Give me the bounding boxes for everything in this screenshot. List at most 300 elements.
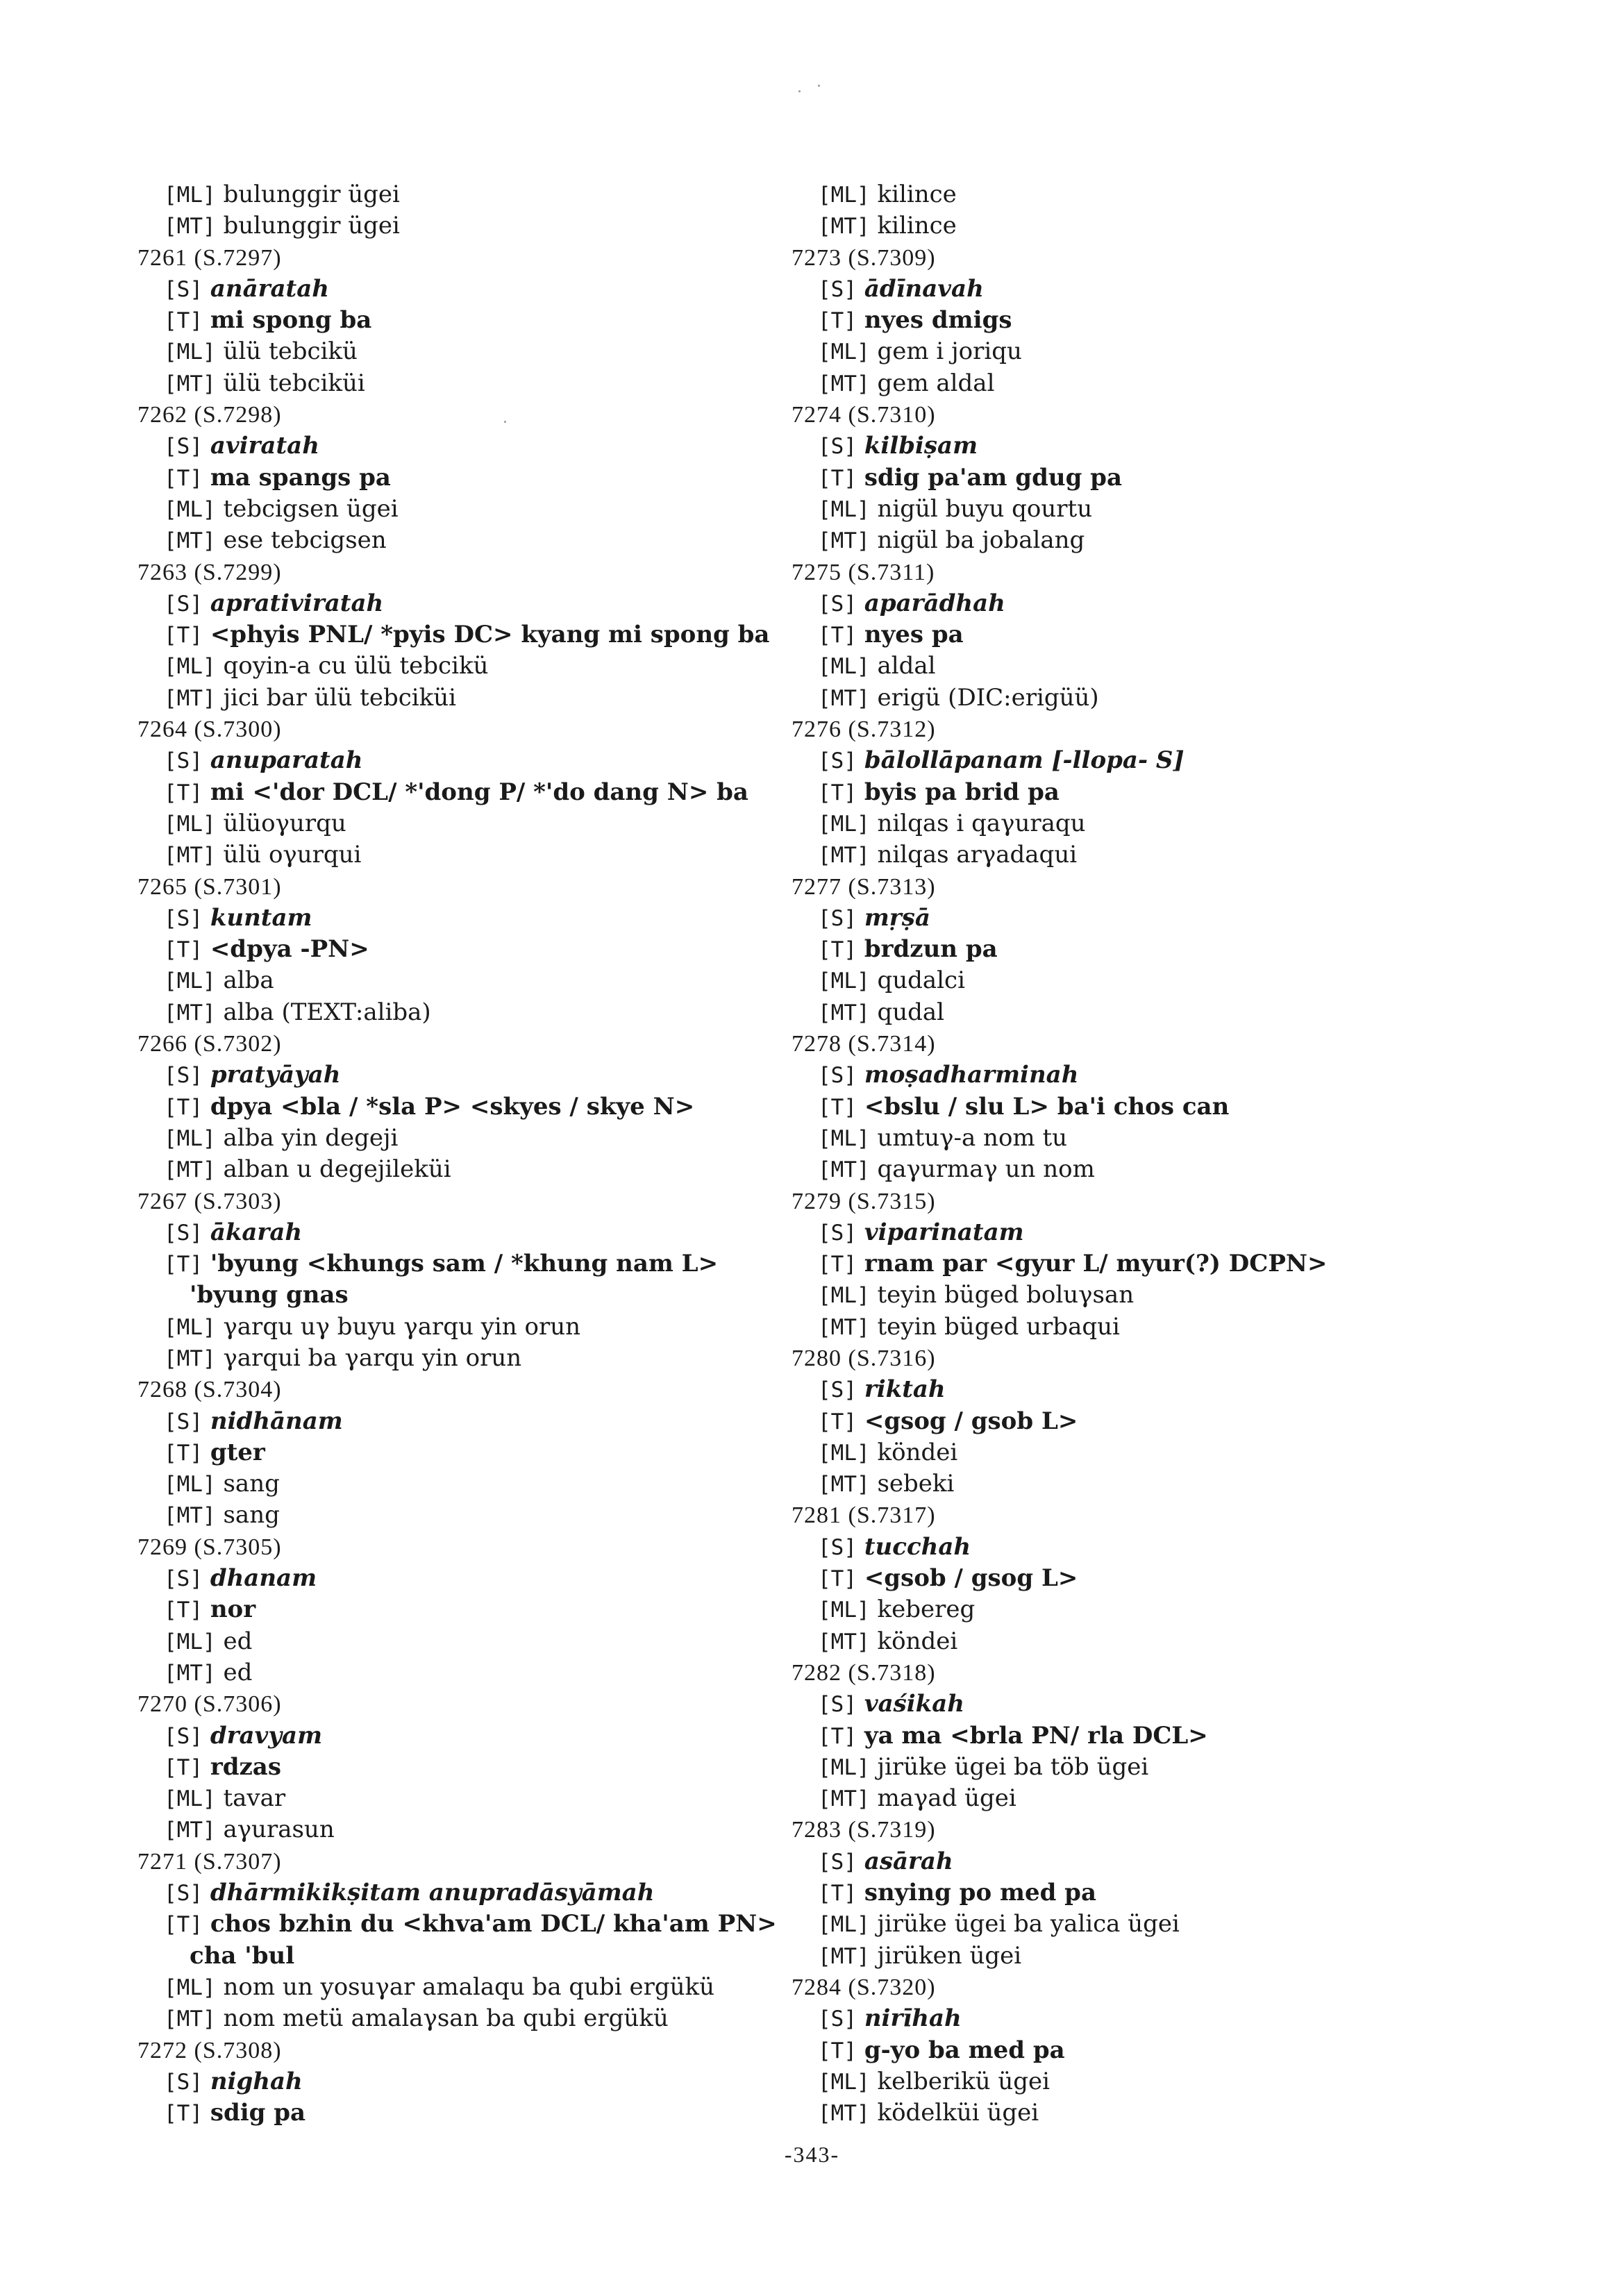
language-tag: [MT] bbox=[818, 528, 870, 554]
gloss-text: γarqui ba γarqu yin orun bbox=[223, 1343, 522, 1372]
gloss-text: nor bbox=[210, 1595, 256, 1624]
gloss-text: dravyam bbox=[210, 1721, 323, 1750]
gloss-text: ülü tebciküi bbox=[223, 369, 365, 397]
gloss-text: nigül buyu qourtu bbox=[877, 494, 1093, 523]
gloss-line bbox=[131, 305, 797, 336]
language-tag: [S] bbox=[818, 1377, 857, 1403]
entry-number: 7279 (S.7315) bbox=[792, 1188, 936, 1214]
language-tag: [S] bbox=[164, 1723, 203, 1749]
language-tag: [S] bbox=[818, 905, 857, 931]
entry-number: 7265 (S.7301) bbox=[137, 873, 282, 900]
language-tag: [T] bbox=[818, 1094, 857, 1120]
gloss-text: mi spong ba bbox=[210, 306, 372, 335]
language-tag: [MT] bbox=[164, 528, 216, 554]
gloss-text: ülü oγurqui bbox=[223, 841, 362, 869]
entry-number: 7282 (S.7318) bbox=[792, 1659, 936, 1686]
gloss-line bbox=[131, 1154, 797, 1185]
entry-number: 7271 (S.7307) bbox=[137, 1848, 282, 1875]
gloss-text: ese tebcigsen bbox=[223, 526, 387, 555]
language-tag: [MT] bbox=[164, 685, 216, 711]
language-tag: [S] bbox=[164, 1409, 203, 1434]
gloss-line bbox=[785, 1594, 1479, 1625]
language-tag: [MT] bbox=[164, 214, 216, 240]
language-tag: [ML] bbox=[818, 183, 870, 208]
gloss-line bbox=[785, 494, 1479, 525]
gloss-line bbox=[785, 2066, 1479, 2097]
entry-number: 7280 (S.7316) bbox=[792, 1345, 936, 1371]
gloss-text: aγurasun bbox=[223, 1816, 335, 1844]
language-tag: [MT] bbox=[164, 1000, 216, 1025]
gloss-line bbox=[785, 1689, 1479, 1720]
scan-speck bbox=[818, 85, 820, 87]
gloss-line bbox=[785, 839, 1479, 871]
gloss-text: byis pa brid pa bbox=[864, 778, 1060, 806]
gloss-line bbox=[785, 745, 1479, 776]
language-tag: [T] bbox=[818, 308, 857, 334]
gloss-line bbox=[785, 682, 1479, 714]
language-tag: [ML] bbox=[164, 1629, 216, 1654]
language-tag: [MT] bbox=[818, 1629, 870, 1654]
gloss-text: tucchah bbox=[864, 1532, 971, 1561]
language-tag: [ML] bbox=[818, 654, 870, 680]
language-tag: [ML] bbox=[164, 1314, 216, 1340]
gloss-line bbox=[785, 1280, 1479, 1311]
gloss-line bbox=[131, 1091, 797, 1123]
gloss-line bbox=[131, 1343, 797, 1374]
gloss-text: tavar bbox=[223, 1784, 286, 1813]
gloss-text: kilince bbox=[877, 181, 957, 208]
gloss-line bbox=[785, 1154, 1479, 1185]
gloss-text: nighah bbox=[210, 2067, 303, 2095]
language-tag: [ML] bbox=[164, 1472, 216, 1498]
language-tag: [T] bbox=[164, 623, 203, 648]
gloss-text: alba (TEXT:aliba) bbox=[223, 998, 431, 1026]
gloss-text: asārah bbox=[864, 1847, 953, 1875]
gloss-text: gter bbox=[210, 1438, 265, 1466]
gloss-line bbox=[785, 1437, 1479, 1468]
gloss-text: teyin büged urbaqui bbox=[877, 1312, 1120, 1341]
gloss-line bbox=[131, 997, 797, 1028]
gloss-line bbox=[131, 1657, 797, 1689]
entry-number: 7272 (S.7308) bbox=[137, 2037, 282, 2063]
gloss-text: erigü (DIC:erigüü) bbox=[877, 683, 1099, 712]
gloss-text: kebereg bbox=[877, 1595, 976, 1624]
gloss-line bbox=[131, 1752, 797, 1783]
entry-number: 7266 (S.7302) bbox=[137, 1031, 282, 1057]
gloss-text: alba bbox=[223, 966, 274, 995]
language-tag: [S] bbox=[818, 276, 857, 302]
gloss-text: nyes dmigs bbox=[864, 306, 1012, 335]
language-tag: [T] bbox=[818, 465, 857, 491]
gloss-line bbox=[131, 1594, 797, 1625]
gloss-line bbox=[131, 1972, 797, 2003]
gloss-text: rnam par <gyur L/ myur(?) DCPN> bbox=[864, 1250, 1328, 1278]
language-tag: [T] bbox=[164, 1912, 203, 1938]
gloss-text: dhārmikikṣitam anupradāsyāmah bbox=[210, 1879, 655, 1907]
gloss-text: nidhānam bbox=[210, 1407, 343, 1435]
language-tag: [S] bbox=[818, 1692, 857, 1718]
entry-number: 7284 (S.7320) bbox=[792, 1974, 936, 2000]
language-tag: [S] bbox=[164, 2069, 203, 2095]
language-tag: [T] bbox=[818, 1566, 857, 1592]
language-tag: [ML] bbox=[164, 1786, 216, 1812]
entry-number: 7261 (S.7297) bbox=[137, 244, 282, 271]
continuation-text: 'byung gnas bbox=[190, 1281, 349, 1309]
gloss-text: teyin büged boluγsan bbox=[877, 1281, 1135, 1309]
gloss-text: mi <'dor DCL/ *'dong P/ *'do dang N> ba bbox=[210, 778, 748, 806]
language-tag: [T] bbox=[164, 1440, 203, 1466]
gloss-line bbox=[131, 1500, 797, 1531]
gloss-text: pratyāyah bbox=[210, 1061, 341, 1089]
gloss-line bbox=[131, 2097, 797, 2129]
gloss-line bbox=[131, 462, 797, 494]
gloss-text: ma spangs pa bbox=[210, 463, 391, 492]
gloss-text: nilqas i qaγuraqu bbox=[877, 809, 1086, 837]
language-tag: [S] bbox=[818, 2006, 857, 2032]
entry-continuation bbox=[131, 1941, 797, 1972]
gloss-text: alban u degejileküi bbox=[223, 1155, 451, 1184]
gloss-text: anāratah bbox=[210, 274, 329, 303]
language-tag: [S] bbox=[818, 1534, 857, 1560]
language-tag: [ML] bbox=[164, 183, 216, 208]
language-tag: [S] bbox=[818, 591, 857, 617]
gloss-text: jirüken ügei bbox=[877, 1941, 1022, 1970]
gloss-line bbox=[131, 1626, 797, 1657]
gloss-line bbox=[131, 619, 797, 651]
gloss-line bbox=[131, 2003, 797, 2034]
gloss-line bbox=[785, 1626, 1479, 1657]
gloss-text: qaγurmaγ un nom bbox=[877, 1155, 1095, 1184]
gloss-line bbox=[785, 525, 1479, 556]
language-tag: [T] bbox=[164, 1598, 203, 1623]
gloss-text: sdig pa bbox=[210, 2099, 306, 2127]
scan-speck bbox=[504, 421, 506, 423]
gloss-line bbox=[785, 2003, 1479, 2034]
gloss-line bbox=[131, 1437, 797, 1468]
gloss-line bbox=[785, 274, 1479, 305]
gloss-text: gem aldal bbox=[877, 369, 995, 397]
gloss-text: dpya <bla / *sla P> <skyes / skye N> bbox=[210, 1092, 695, 1121]
gloss-text: ya ma <brla PN/ rla DCL> bbox=[864, 1721, 1208, 1750]
gloss-text: ed bbox=[223, 1658, 253, 1686]
language-tag: [ML] bbox=[818, 1912, 870, 1938]
entry-number: 7268 (S.7304) bbox=[137, 1377, 282, 1403]
entry-number: 7270 (S.7306) bbox=[137, 1691, 282, 1718]
gloss-line bbox=[785, 777, 1479, 808]
gloss-text: mṛṣā bbox=[864, 903, 930, 932]
language-tag: [T] bbox=[818, 623, 857, 648]
language-tag: [ML] bbox=[818, 1125, 870, 1151]
gloss-line bbox=[131, 274, 797, 305]
gloss-line bbox=[785, 1941, 1479, 1972]
language-tag: [T] bbox=[164, 1754, 203, 1780]
language-tag: [T] bbox=[164, 465, 203, 491]
gloss-line bbox=[785, 1248, 1479, 1280]
language-tag: [S] bbox=[818, 434, 857, 460]
gloss-text: riktah bbox=[864, 1375, 946, 1404]
gloss-text: aviratah bbox=[210, 432, 319, 460]
gloss-line bbox=[785, 1374, 1479, 1405]
gloss-text: γarqu uγ buyu γarqu yin orun bbox=[223, 1312, 581, 1341]
language-tag: [MT] bbox=[818, 371, 870, 396]
gloss-text: ed bbox=[223, 1627, 253, 1655]
language-tag: [S] bbox=[818, 1220, 857, 1246]
gloss-line bbox=[131, 745, 797, 776]
language-tag: [S] bbox=[164, 748, 203, 774]
language-tag: [T] bbox=[818, 1881, 857, 1907]
gloss-text: ülüoγurqu bbox=[223, 809, 346, 837]
entry-number: 7281 (S.7317) bbox=[792, 1502, 936, 1529]
gloss-line bbox=[131, 1783, 797, 1814]
entry-number: 7262 (S.7298) bbox=[137, 402, 282, 428]
language-tag: [ML] bbox=[818, 1440, 870, 1466]
gloss-line bbox=[785, 651, 1479, 682]
gloss-text: ülü tebcikü bbox=[223, 337, 358, 366]
language-tag: [MT] bbox=[818, 1000, 870, 1025]
gloss-line bbox=[785, 619, 1479, 651]
language-tag: [ML] bbox=[818, 1283, 870, 1309]
language-tag: [ML] bbox=[164, 969, 216, 994]
gloss-line bbox=[785, 368, 1479, 399]
gloss-text: köndei bbox=[877, 1438, 958, 1466]
language-tag: [S] bbox=[164, 276, 203, 302]
language-tag: [T] bbox=[818, 1252, 857, 1277]
gloss-line bbox=[785, 934, 1479, 965]
gloss-line bbox=[785, 1752, 1479, 1783]
gloss-text: sdig pa'am gdug pa bbox=[864, 463, 1122, 492]
entry-number: 7276 (S.7312) bbox=[792, 717, 936, 743]
gloss-text: sang bbox=[223, 1470, 280, 1498]
gloss-text: qudalci bbox=[877, 966, 965, 995]
gloss-line bbox=[785, 1563, 1479, 1594]
language-tag: [T] bbox=[818, 1409, 857, 1434]
language-tag: [S] bbox=[818, 1063, 857, 1089]
entry-number: 7277 (S.7313) bbox=[792, 873, 936, 900]
gloss-text: <gsog / gsob L> bbox=[864, 1407, 1078, 1435]
gloss-text: ākarah bbox=[210, 1218, 303, 1246]
gloss-line bbox=[785, 1312, 1479, 1343]
scan-speck bbox=[798, 90, 801, 92]
gloss-text: kelberikü ügei bbox=[877, 2067, 1050, 2095]
language-tag: [S] bbox=[164, 1566, 203, 1592]
gloss-text: bālollāpanam [-llopa- S] bbox=[864, 746, 1184, 775]
gloss-text: viparinatam bbox=[864, 1218, 1024, 1246]
gloss-line bbox=[131, 903, 797, 934]
language-tag: [S] bbox=[164, 1220, 203, 1246]
gloss-text: bulunggir ügei bbox=[223, 212, 400, 240]
gloss-line bbox=[131, 2066, 797, 2097]
entry-number: 7275 (S.7311) bbox=[792, 559, 935, 585]
language-tag: [MT] bbox=[818, 1786, 870, 1812]
gloss-text: aldal bbox=[877, 652, 936, 680]
language-tag: [S] bbox=[818, 748, 857, 774]
language-tag: [T] bbox=[818, 780, 857, 805]
language-tag: [T] bbox=[164, 2101, 203, 2127]
gloss-text: bulunggir ügei bbox=[223, 181, 400, 208]
gloss-line bbox=[785, 1532, 1479, 1563]
language-tag: [ML] bbox=[818, 2069, 870, 2095]
gloss-line bbox=[785, 462, 1479, 494]
gloss-line bbox=[785, 1783, 1479, 1814]
language-tag: [ML] bbox=[818, 496, 870, 522]
gloss-text: umtuγ-a nom tu bbox=[877, 1123, 1068, 1152]
gloss-text: gem i joriqu bbox=[877, 337, 1022, 366]
entry-number: 7273 (S.7309) bbox=[792, 244, 936, 271]
right-column bbox=[785, 179, 1479, 2129]
gloss-text: jirüke ügei ba töb ügei bbox=[877, 1752, 1149, 1781]
gloss-text: kilbiṣam bbox=[864, 432, 978, 460]
language-tag: [MT] bbox=[818, 685, 870, 711]
left-column bbox=[131, 179, 797, 2129]
language-tag: [T] bbox=[164, 1094, 203, 1120]
gloss-line bbox=[131, 1406, 797, 1437]
gloss-text: alba yin degeji bbox=[223, 1123, 399, 1152]
entry-number: 7278 (S.7314) bbox=[792, 1031, 936, 1057]
gloss-text: tebcigsen ügei bbox=[223, 494, 399, 523]
gloss-line bbox=[785, 336, 1479, 367]
gloss-line bbox=[131, 965, 797, 996]
gloss-text: jirüke ügei ba yalica ügei bbox=[877, 1910, 1180, 1938]
continuation-text: cha 'bul bbox=[190, 1941, 295, 1970]
gloss-line bbox=[131, 1059, 797, 1091]
gloss-text: moṣadharminah bbox=[864, 1061, 1079, 1089]
gloss-line bbox=[131, 777, 797, 808]
language-tag: [MT] bbox=[164, 1818, 216, 1843]
language-tag: [T] bbox=[818, 2038, 857, 2063]
gloss-line bbox=[131, 651, 797, 682]
language-tag: [T] bbox=[164, 780, 203, 805]
gloss-text: nom metü amalaγsan ba qubi ergükü bbox=[223, 2004, 669, 2033]
language-tag: [MT] bbox=[818, 1472, 870, 1498]
gloss-line bbox=[785, 1217, 1479, 1248]
gloss-line bbox=[785, 1059, 1479, 1091]
gloss-line bbox=[785, 210, 1479, 242]
entry-number: 7264 (S.7300) bbox=[137, 717, 282, 743]
language-tag: [S] bbox=[164, 905, 203, 931]
gloss-line bbox=[785, 1877, 1479, 1909]
gloss-line bbox=[785, 1720, 1479, 1752]
gloss-text: maγad ügei bbox=[877, 1784, 1016, 1813]
language-tag: [ML] bbox=[818, 969, 870, 994]
gloss-line bbox=[131, 179, 797, 210]
entry-continuation bbox=[131, 1280, 797, 1311]
gloss-line bbox=[131, 588, 797, 619]
gloss-text: brdzun pa bbox=[864, 935, 998, 964]
gloss-line bbox=[131, 1563, 797, 1594]
gloss-text: sang bbox=[223, 1501, 280, 1530]
entry-number: 7267 (S.7303) bbox=[137, 1188, 282, 1214]
language-tag: [ML] bbox=[164, 1125, 216, 1151]
gloss-text: chos bzhin du <khva'am DCL/ kha'am PN> bbox=[210, 1910, 777, 1938]
gloss-line bbox=[131, 1123, 797, 1154]
entry-number: 7283 (S.7319) bbox=[792, 1817, 936, 1843]
language-tag: [MT] bbox=[164, 371, 216, 396]
language-tag: [ML] bbox=[818, 1598, 870, 1623]
language-tag: [S] bbox=[164, 1063, 203, 1089]
gloss-text: qudal bbox=[877, 998, 945, 1026]
gloss-line bbox=[131, 1217, 797, 1248]
language-tag: [S] bbox=[164, 1881, 203, 1907]
gloss-line bbox=[785, 2097, 1479, 2129]
gloss-line bbox=[785, 305, 1479, 336]
language-tag: [ML] bbox=[164, 496, 216, 522]
language-tag: [ML] bbox=[164, 654, 216, 680]
language-tag: [T] bbox=[164, 308, 203, 334]
gloss-line bbox=[785, 808, 1479, 839]
gloss-text: qoyin-a cu ülü tebcikü bbox=[223, 652, 489, 680]
language-tag: [ML] bbox=[818, 1754, 870, 1780]
language-tag: [ML] bbox=[818, 340, 870, 365]
gloss-text: dhanam bbox=[210, 1564, 317, 1593]
gloss-text: ādīnavah bbox=[864, 274, 984, 303]
gloss-line bbox=[131, 210, 797, 242]
language-tag: [ML] bbox=[164, 340, 216, 365]
gloss-line bbox=[785, 903, 1479, 934]
language-tag: [MT] bbox=[164, 1503, 216, 1529]
language-tag: [MT] bbox=[818, 1157, 870, 1183]
gloss-line bbox=[785, 430, 1479, 462]
language-tag: [T] bbox=[818, 937, 857, 963]
language-tag: [S] bbox=[818, 1849, 857, 1875]
gloss-line bbox=[131, 1877, 797, 1909]
language-tag: [ML] bbox=[164, 811, 216, 837]
language-tag: [MT] bbox=[818, 1314, 870, 1340]
gloss-text: nilqas arγadaqui bbox=[877, 841, 1078, 869]
language-tag: [ML] bbox=[818, 811, 870, 837]
gloss-text: nom un yosuγar amalaqu ba qubi ergükü bbox=[223, 1972, 715, 2001]
gloss-line bbox=[131, 1909, 797, 1940]
gloss-line bbox=[131, 934, 797, 965]
language-tag: [T] bbox=[164, 937, 203, 963]
gloss-text: kuntam bbox=[210, 903, 312, 932]
language-tag: [MT] bbox=[818, 843, 870, 869]
language-tag: [MT] bbox=[818, 214, 870, 240]
gloss-line bbox=[131, 430, 797, 462]
language-tag: [MT] bbox=[164, 2006, 216, 2032]
language-tag: [MT] bbox=[818, 1943, 870, 1969]
gloss-text: <gsob / gsog L> bbox=[864, 1564, 1078, 1593]
gloss-line bbox=[131, 368, 797, 399]
gloss-line bbox=[785, 997, 1479, 1028]
gloss-text: 'byung <khungs sam / *khung nam L> bbox=[210, 1250, 719, 1278]
gloss-line bbox=[131, 1720, 797, 1752]
gloss-line bbox=[785, 588, 1479, 619]
gloss-line bbox=[785, 1468, 1479, 1500]
gloss-text: aprativiratah bbox=[210, 589, 384, 617]
gloss-line bbox=[131, 1248, 797, 1280]
language-tag: [T] bbox=[818, 1723, 857, 1749]
language-tag: [MT] bbox=[818, 2101, 870, 2127]
gloss-text: anuparatah bbox=[210, 746, 363, 775]
gloss-line bbox=[785, 1123, 1479, 1154]
language-tag: [ML] bbox=[164, 1975, 216, 2000]
language-tag: [T] bbox=[164, 1252, 203, 1277]
gloss-text: ködelküi ügei bbox=[877, 2099, 1039, 2127]
gloss-line bbox=[131, 1814, 797, 1845]
language-tag: [S] bbox=[164, 591, 203, 617]
gloss-line bbox=[131, 839, 797, 871]
entry-number: 7274 (S.7310) bbox=[792, 402, 936, 428]
language-tag: [MT] bbox=[164, 1660, 216, 1686]
gloss-text: snying po med pa bbox=[864, 1879, 1096, 1907]
gloss-line bbox=[131, 525, 797, 556]
gloss-line bbox=[785, 1091, 1479, 1123]
gloss-text: nigül ba jobalang bbox=[877, 526, 1085, 555]
gloss-line bbox=[785, 965, 1479, 996]
gloss-text: g-yo ba med pa bbox=[864, 2036, 1065, 2064]
gloss-text: köndei bbox=[877, 1627, 958, 1655]
gloss-line bbox=[785, 1909, 1479, 1940]
